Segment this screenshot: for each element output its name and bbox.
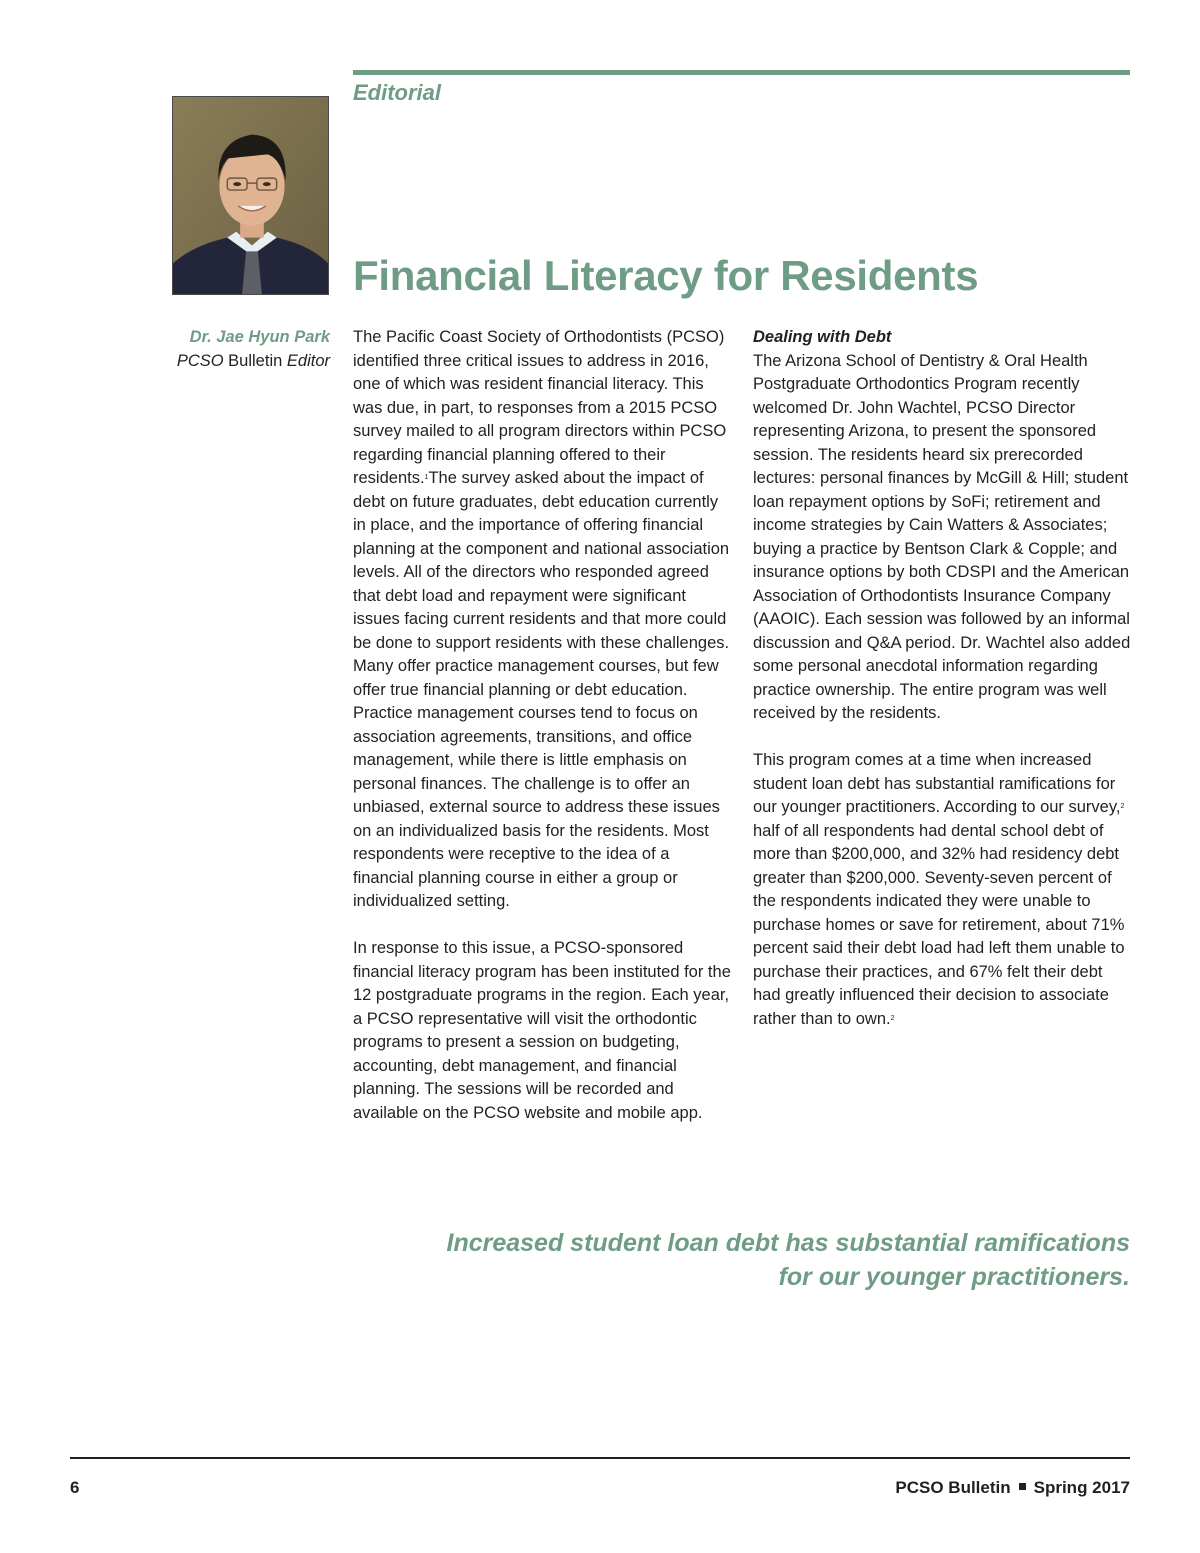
page-number: 6: [70, 1478, 80, 1497]
paragraph-text: The Pacific Coast Society of Orthodontists (PCSO) identified three critical issues to address in 2016, one of which was resident financial literacy. This was due, in part, to responses from a 2015 PCSO survey mailed to all program directors within PCSO regarding financial planning offered to their residents.: [353, 328, 727, 487]
byline: [150, 326, 330, 373]
role-title: Editor: [286, 351, 330, 370]
footer-rule: [70, 1457, 1130, 1459]
footnote-ref: 2: [890, 1014, 895, 1022]
footer-publication: [895, 1478, 1130, 1498]
pull-quote-line: Increased student loan debt has substantial ramifications: [446, 1229, 1130, 1257]
author-role: [150, 350, 330, 374]
section-subhead: Dealing with Debt: [753, 328, 892, 346]
article-headline: Financial Literacy for Residents: [353, 252, 979, 299]
body-paragraph: [753, 749, 1133, 1031]
paragraph-text: The Arizona School of Dentistry & Oral Health Postgraduate Orthodontics Program recently welcomed Dr. John Wachtel, PCSO Director representing Arizona, to present the sponsored session. The residents heard six prerecorded lectures: personal finances by McGill & Hill; student loan repayment options by SoFi; retirement and income strategies by Cain Watters & Associates; buying a practice by Bentson Clark & Copple; and insurance options by both CDSPI and the American Association of Orthodontists Insurance Company (AAOIC). Each session was followed by an informal discussion and Q&A period. Dr. Wachtel also added some personal anecdotal information regarding practice ownership. The entire program was well received by the residents.: [753, 351, 1131, 722]
left-column: [353, 326, 733, 1149]
right-column: [753, 326, 1133, 1055]
pull-quote: [400, 1226, 1130, 1294]
portrait-image: [173, 97, 328, 294]
footnote-ref: 2: [1120, 803, 1125, 810]
paragraph-text: half of all respondents had dental school debt of more than $200,000, and 32% had residency debt greater than $200,000. Seventy-seven percent of the respondents indicated they were unable to purchase homes or save for retirement, about 71% percent said their debt load had left them unable to purchase their practices, and 67% felt their debt had greatly influenced their decision to associate rather than to own.: [753, 821, 1125, 1028]
paragraph-text: The survey asked about the impact of debt on future graduates, debt education currently in place, and the importance of offering financial planning at the component and national association levels. All of the directors who responded agreed that debt load and repayment were significant issues facing current residents and that more could be done to support residents with these challenges. Many offer practice management courses, but few offer true financial planning or debt education. Practice management courses tend to focus on association agreements, transitions, and office management, while there is little emphasis on personal finances. The challenge is to offer an unbiased, external source to address these issues on an individualized basis for the residents. Most respondents were receptive to the idea of a financial planning course in either a group or individualized setting.: [353, 469, 730, 910]
pull-quote-line: for our younger practitioners.: [778, 1263, 1130, 1291]
body-paragraph: [753, 326, 1133, 726]
header-rule: [353, 70, 1130, 75]
footer-publication-name: PCSO Bulletin: [895, 1478, 1011, 1497]
footnote-ref: 1: [424, 474, 429, 481]
paragraph-text: This program comes at a time when increased student loan debt has substantial ramifications for our younger practitioners. According to our survey,: [753, 751, 1121, 816]
body-paragraph: [353, 326, 733, 914]
publication-name: PCSO: [176, 351, 224, 370]
section-label: Editorial: [353, 80, 442, 105]
body-paragraph: In response to this issue, a PCSO-sponsored financial literacy program has been instituted for the 12 postgraduate programs in the region. Each year, a PCSO representative will visit the orthodontic programs to present a session on budgeting, accounting, debt management, and financial planning. The sessions will be recorded and available on the PCSO website and mobile app.: [353, 939, 731, 1122]
footer-issue: Spring 2017: [1033, 1478, 1130, 1497]
author-name: Dr. Jae Hyun Park: [189, 328, 330, 346]
author-portrait: [172, 96, 329, 295]
publication-name-rest: Bulletin: [228, 351, 283, 370]
bullet-separator-icon: [1019, 1483, 1026, 1490]
